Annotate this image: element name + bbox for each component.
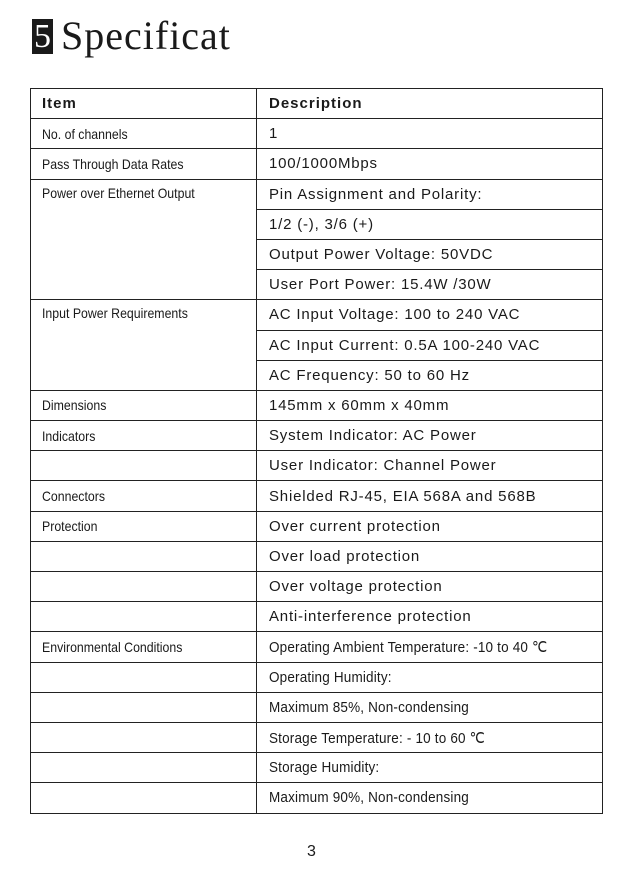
description-cell <box>257 179 603 209</box>
item-cell <box>31 481 257 511</box>
description-text: Storage Temperature: - 10 to 60 ℃ <box>269 729 485 747</box>
item-label: Pass Through Data Rates <box>42 155 184 172</box>
description-cell <box>257 662 603 692</box>
item-label: Indicators <box>42 427 96 444</box>
table-row <box>31 421 603 451</box>
item-cell <box>31 602 257 632</box>
description-cell <box>257 119 603 149</box>
item-cell <box>31 451 257 481</box>
table-row <box>31 179 603 209</box>
table-row <box>31 783 603 813</box>
table-row <box>31 511 603 541</box>
description-text: 1 <box>269 125 279 143</box>
item-cell <box>31 179 257 300</box>
item-cell <box>31 541 257 571</box>
page-number: 3 <box>307 843 316 860</box>
description-text: Storage Humidity: <box>269 759 380 777</box>
table-row <box>31 632 603 662</box>
description-text: Output Power Voltage: 50VDC <box>269 246 494 264</box>
description-text: Operating Humidity: <box>269 668 392 686</box>
description-cell <box>257 330 603 360</box>
table-row <box>31 390 603 420</box>
item-cell <box>31 783 257 813</box>
item-cell <box>31 753 257 783</box>
description-cell <box>257 270 603 300</box>
description-text: 100/1000Mbps <box>269 155 378 173</box>
header-item-label: Item <box>42 95 77 113</box>
table-row <box>31 149 603 179</box>
section-title: Specificat <box>61 13 231 58</box>
description-cell <box>257 692 603 722</box>
section-number: 5 <box>34 17 51 55</box>
item-cell <box>31 511 257 541</box>
table-row <box>31 753 603 783</box>
table-row <box>31 119 603 149</box>
description-cell <box>257 239 603 269</box>
table-row <box>31 692 603 722</box>
description-cell <box>257 421 603 451</box>
description-text: Pin Assignment and Polarity: <box>269 185 483 203</box>
description-text: Maximum 90%, Non-condensing <box>269 789 469 807</box>
item-label: Connectors <box>42 488 106 505</box>
description-text: AC Frequency: 50 to 60 Hz <box>269 366 470 384</box>
header-description: Description <box>257 89 603 119</box>
description-cell <box>257 572 603 602</box>
table-row <box>31 481 603 511</box>
description-text: Maximum 85%, Non-condensing <box>269 698 469 716</box>
section-heading <box>32 14 231 58</box>
description-text: User Indicator: Channel Power <box>269 457 497 475</box>
item-cell <box>31 390 257 420</box>
description-text: Over load protection <box>269 547 421 565</box>
description-text: 1/2 (-), 3/6 (+) <box>269 215 374 233</box>
description-text: Over voltage protection <box>269 578 443 596</box>
table-row <box>31 722 603 752</box>
description-text: AC Input Voltage: 100 to 240 VAC <box>269 306 521 324</box>
description-cell <box>257 390 603 420</box>
item-cell <box>31 421 257 451</box>
description-text: Anti-interference protection <box>269 608 472 626</box>
header-item <box>31 89 257 119</box>
description-cell <box>257 632 603 662</box>
item-cell <box>31 722 257 752</box>
table-header-row <box>31 89 603 119</box>
description-text: Shielded RJ-45, EIA 568A and 568B <box>269 487 537 505</box>
item-label: Dimensions <box>42 397 107 414</box>
item-label: No. of channels <box>42 125 128 142</box>
specifications-table <box>30 88 603 814</box>
item-label: Environmental Conditions <box>42 638 183 655</box>
table-row <box>31 451 603 481</box>
item-cell <box>31 119 257 149</box>
item-label: Protection <box>42 518 98 535</box>
description-cell <box>257 451 603 481</box>
description-cell <box>257 753 603 783</box>
item-label: Input Power Requirements <box>42 305 188 322</box>
description-cell <box>257 722 603 752</box>
description-cell <box>257 300 603 330</box>
description-text: User Port Power: 15.4W /30W <box>269 276 492 294</box>
description-cell <box>257 481 603 511</box>
description-text: 145mm x 60mm x 40mm <box>269 396 450 414</box>
item-cell <box>31 149 257 179</box>
table-row <box>31 572 603 602</box>
description-cell <box>257 149 603 179</box>
description-cell <box>257 602 603 632</box>
item-label: Power over Ethernet Output <box>42 184 195 201</box>
table-row <box>31 602 603 632</box>
description-text: Over current protection <box>269 517 441 535</box>
description-cell <box>257 541 603 571</box>
item-cell <box>31 300 257 391</box>
description-cell <box>257 360 603 390</box>
item-cell <box>31 632 257 662</box>
table-row <box>31 662 603 692</box>
description-cell <box>257 783 603 813</box>
table-row <box>31 300 603 330</box>
description-cell <box>257 511 603 541</box>
description-text: AC Input Current: 0.5A 100-240 VAC <box>269 336 541 354</box>
item-cell <box>31 572 257 602</box>
description-text: Operating Ambient Temperature: -10 to 40 ℃ <box>269 638 548 656</box>
table-row <box>31 541 603 571</box>
description-text: System Indicator: AC Power <box>269 427 477 445</box>
item-cell <box>31 692 257 722</box>
description-cell <box>257 209 603 239</box>
item-cell <box>31 662 257 692</box>
